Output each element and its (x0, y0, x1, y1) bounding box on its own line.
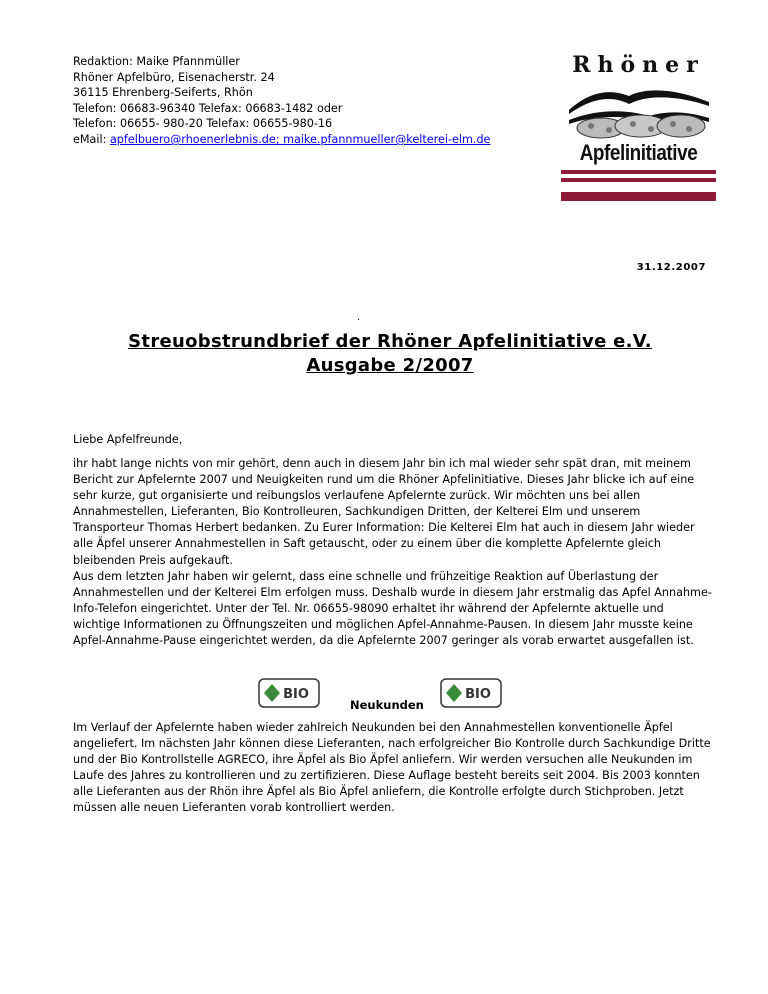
neukunden-paragraph: Im Verlauf der Apfelernte haben wieder zahlreich Neukunden bei den Annahmestellen konventionelle Äpfel angeliefert. Im nächsten Jahr können diese Lieferanten, nach erfolgreicher Bio Kontrolle durch Sachkundige Dritte und der Bio Kontrollstelle AGRECO, ihre Äpfel als Bio Äpfel anliefern. Wir werden versuchen alle Neukunden im Laufe des Jahres zu kontrollieren und zu zertifizieren. Diese Auflage besteht bereits seit 2004. Bis 2003 konnten alle Lieferanten aus der Rhön ihre Äpfel als Bio Äpfel anliefern, die Kontrolle erfolgte durch Stichproben. Jetzt müssen alle neuen Lieferanten vorab kontrolliert werden. (73, 721, 711, 815)
rhoener-apfelinitiative-logo (561, 44, 716, 206)
intro-paragraph (73, 456, 713, 649)
bio-seal-label: BIO (283, 687, 309, 702)
logo-stripe (561, 170, 716, 174)
email-links[interactable]: apfelbuero@rhoenerlebnis.de; maike.pfannmueller@kelterei-elm.de (109, 132, 491, 146)
logo-landscape-icon (569, 82, 709, 140)
city-line: 36115 Ehrenberg-Seiferts, Rhön (73, 86, 253, 100)
logo-bottom-text: Apfelinitiative (579, 140, 698, 165)
intro-paragraph-part-2: Aus dem letzten Jahr haben wir gelernt, dass eine schnelle und frühzeitige Reaktion auf Überlastung der Annahmestellen und der Kelterei Elm erfolgen muss. Deshalb wurde in diesem Jahr erstmalig das Apfel Annahme-Info-Telefon eingerichtet. Unter der Tel. Nr. 06655-98090 erhaltet ihr während der Apfelernte aktuelle und wichtige Informationen zu Öffnungszeiten und möglichen Apfel-Annahme-Pausen. In diesem Jahr musste keine Apfel-Annahme-Pause eingerichtet werden, da die Apfelernte 2007 geringer als vorab erwartet ausgefallen ist. (73, 569, 712, 648)
section-heading-neukunden: Neukunden (350, 698, 424, 712)
email-line (73, 132, 543, 148)
title-line-1: Streuobstrundbrief der Rhöner Apfelinitiative e.V. (128, 331, 652, 352)
logo-stripe (561, 192, 716, 201)
phone-line-2: Telefon: 06655- 980-20 Telefax: 06655-980-16 (73, 117, 333, 131)
stray-dot: . (357, 312, 361, 323)
bio-seal-label: BIO (465, 687, 491, 702)
page-title (60, 330, 720, 378)
intro-paragraph-part-1: ihr habt lange nichts von mir gehört, denn auch in diesem Jahr bin ich mal wieder sehr spät dran, mit meinem Bericht zur Apfelernte 2007 und Neuigkeiten rund um die Rhöner Apfelinitiative. Dieses Jahr blicke ich auf eine sehr kurze, gut organisierte und reibungslos verlaufene Apfelernte zurück. Wir möchten uns bei allen Annahmestellen, Lieferanten, Bio Kontrolleuren, Sachkundigen Dritten, der Kelterei Elm und unserem Transporteur Thomas Herbert bedanken. Zu Eurer Information: Die Kelterei Elm hat auch in diesem Jahr wieder alle Äpfel unserer Annahmestellen in Saft getauscht, oder zu einem über die komplette Apfelernte gleich bleibenden Preis aufgekauft. (73, 457, 695, 567)
sender-address-block (73, 54, 543, 148)
title-line-2: Ausgabe 2/2007 (306, 355, 474, 376)
bio-seal-icon (258, 678, 320, 708)
office-line: Rhöner Apfelbüro, Eisenacherstr. 24 (73, 70, 275, 84)
bio-seal-icon (440, 678, 502, 708)
logo-top-text: Rhöner (572, 52, 705, 78)
letter-date: 31.12.2007 (636, 262, 706, 273)
editor-line: Redaktion: Maike Pfannmüller (73, 55, 240, 68)
greeting: Liebe Apfelfreunde, (73, 433, 183, 446)
email-label: eMail: (73, 132, 110, 146)
logo-stripe (561, 178, 716, 182)
phone-line-1: Telefon: 06683-96340 Telefax: 06683-1482 oder (73, 101, 343, 115)
